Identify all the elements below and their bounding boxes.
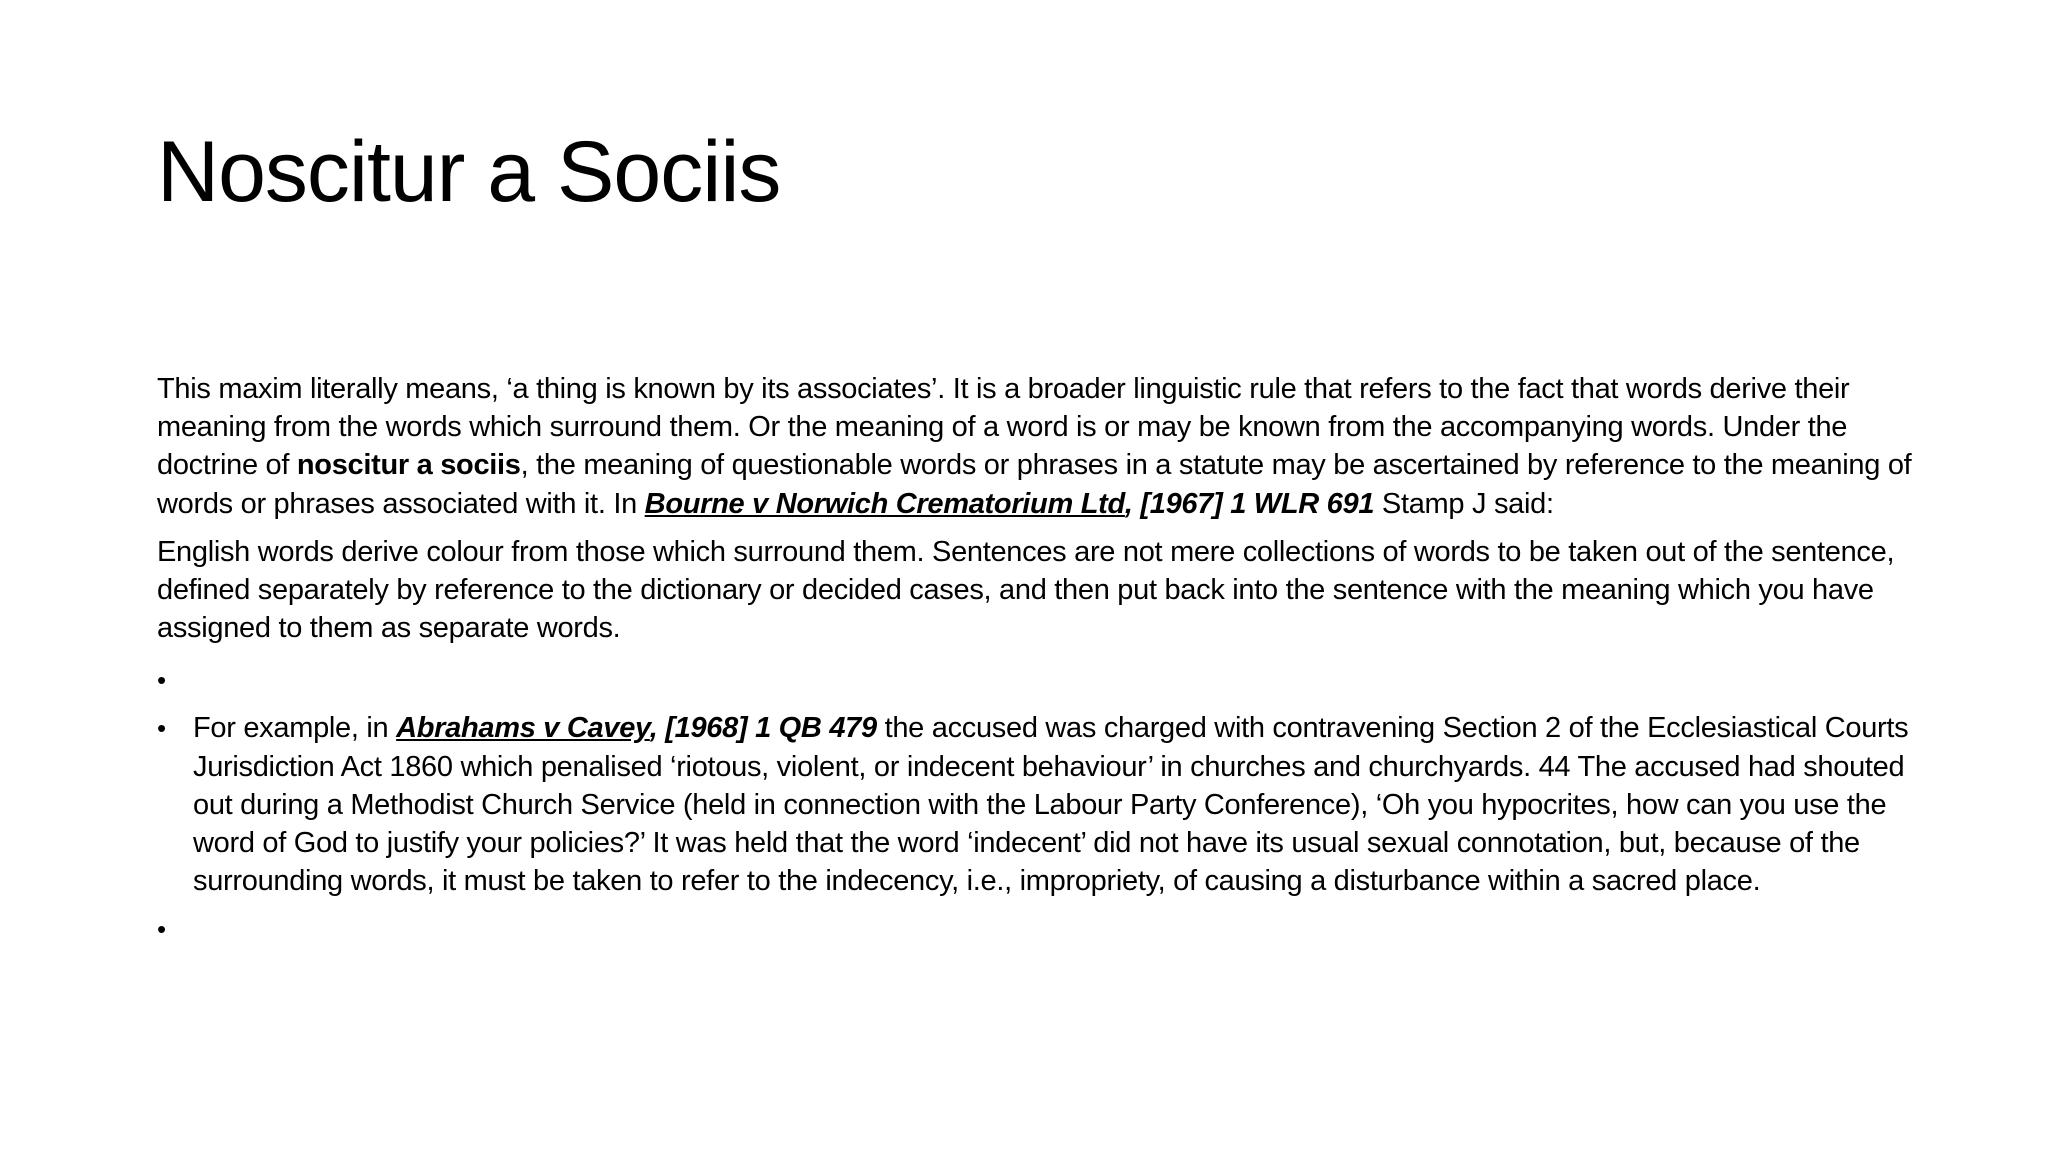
case-name-abrahams: Abrahams v Cavey [396,712,650,745]
bullet-icon: • [157,665,166,696]
slide-title: Noscitur a Sociis [157,124,781,220]
empty-bullet-1 [157,661,1927,699]
example-text [193,709,1927,900]
case-citation-abrahams: , [1968] 1 QB 479 [649,712,877,745]
bullet-list [157,661,1927,948]
case-name-bourne: Bourne v Norwich Crematorium Ltd [644,487,1125,520]
bullet-icon: • [157,914,166,945]
empty-bullet-2 [157,910,1927,948]
doctrine-term: noscitur a sociis [296,449,521,482]
intro-text-3: Stamp J said: [1374,487,1554,520]
intro-text-1: This maxim literally means, ‘a thing is known by its associates’. It is a broader linguistic rule that refers to the fact that words derive their meaning from the words which surround them. Or the meaning of a word is or may be known from the accompanying words. Under the doctrine of [157,373,1850,482]
example-bullet [157,709,1927,900]
quote-paragraph: English words derive colour from those which surround them. Sentences are not mere collections of words to be taken out of the sentence, defined separately by reference to the dictionary or decided cases, and then put back into the sentence with the meaning which you have assigned to them as separate words. [157,535,1895,645]
example-text-1: For example, in [193,712,397,745]
bullet-icon: • [157,713,166,744]
case-citation-bourne: , [1967] 1 WLR 691 [1124,487,1375,520]
example-text-2: the accused was charged with contravening Section 2 of the Ecclesiastical Courts Jurisdiction Act 1860 which penalised ‘riotous, violent, or indecent behaviour’ in churches and churchyards. 44 The accused had shouted out during a Methodist Church Service (held in connection with the Labour Party Conference), ‘Oh you hypocrites, how can you use the word of God to justify your policies?’ It was held that the word ‘indecent’ did not have its usual sexual connotation, but, because of the surrounding words, it must be taken to refer to the indecency, i.e., impropriety, of causing a disturbance within a sacred place. [193,712,1909,898]
slide-body [157,370,1927,958]
intro-text-2: , the meaning of questionable words or phrases in a statute may be ascertained by reference to the meaning of words or phrases associated with it. In [157,449,1912,520]
intro-paragraph [157,370,1927,523]
